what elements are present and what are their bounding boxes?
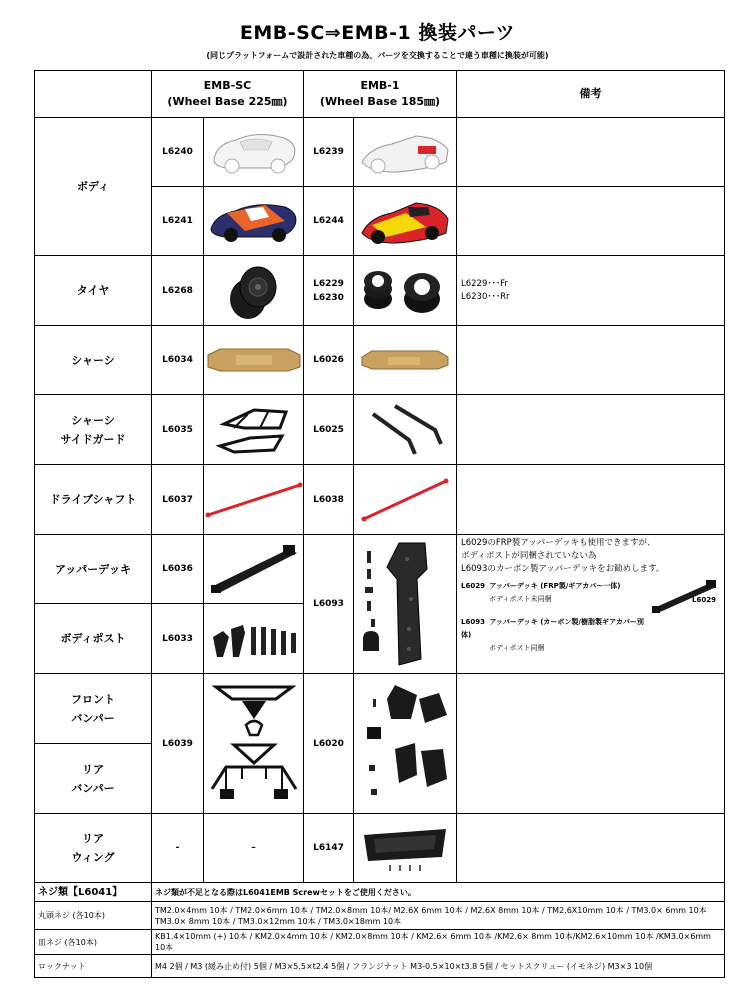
header-emb-sc-wheelbase: (Wheel Base 225㎜) xyxy=(167,95,288,108)
image-drive-shaft-sc xyxy=(204,465,304,535)
screw-round-values xyxy=(152,902,725,930)
code-L6036: L6036 xyxy=(152,535,204,604)
screw-flat-label: 皿ネジ (各10本) xyxy=(35,930,152,955)
image-body-post-sc xyxy=(204,604,304,674)
header-emb-1-title: EMB-1 xyxy=(360,79,400,92)
category-upper-deck: アッパーデッキ xyxy=(35,535,152,604)
category-rear-wing xyxy=(35,814,152,883)
category-rear-wing-line1: リア xyxy=(82,832,104,845)
screw-flat-values: KB1.4×10mm (+) 10本 / KM2.0×4mm 10本 / KM2.0×8mm 10本 / KM2.6× 6mm 10本 /KM2.6× 8mm 10本/KM2.6×10mm 10本 /KM3.0×6mm 10本 xyxy=(152,930,725,955)
code-L6239: L6239 xyxy=(304,118,354,187)
category-front-bumper-line2: バンパー xyxy=(71,711,115,725)
category-rear-bumper-line1: リア xyxy=(82,762,104,776)
image-drive-shaft-e1 xyxy=(354,465,457,535)
remarks-tire xyxy=(457,256,725,326)
code-rear-wing-sc: - xyxy=(152,814,204,883)
remarks-drive-shaft xyxy=(457,465,725,535)
code-L6268: L6268 xyxy=(152,256,204,326)
remarks-body-1 xyxy=(457,118,725,187)
code-L6020: L6020 xyxy=(304,674,354,814)
image-bumper-sc xyxy=(204,674,304,814)
category-tire: タイヤ xyxy=(35,256,152,326)
code-L6035: L6035 xyxy=(152,395,204,465)
image-side-guard-e1 xyxy=(354,395,457,465)
screw-table xyxy=(34,882,725,978)
category-side-guard-line2: サイドガード xyxy=(60,432,126,446)
category-side-guard-line1: シャーシ xyxy=(71,413,115,427)
image-tire-sc xyxy=(204,256,304,326)
image-rear-wing-e1 xyxy=(354,814,457,883)
parts-table xyxy=(34,70,725,883)
remarks-upper-deck-line3: L6093のカーボン製アッパーデッキをお勧めします。 xyxy=(461,564,665,574)
remarks-tire-rr: L6230･･･Rr xyxy=(461,291,510,302)
screw-header-label: ネジ類【L6041】 xyxy=(35,883,152,902)
category-front-bumper xyxy=(35,674,152,744)
header-emb-1 xyxy=(304,71,457,118)
screw-nut-values: M4 2個 / M3 (緩み止め付) 5個 / M3×5.5×t2.4 5個 / フランジナット M3-0.5×10×t3.8 5個 / セットスクリュー (イモネジ) M3×3 10個 xyxy=(152,955,725,978)
header-emb-sc-title: EMB-SC xyxy=(203,79,252,92)
remarks-upper-deck-line2: ボディポストが同梱されていない為 xyxy=(461,551,597,561)
remarks-side-guard xyxy=(457,395,725,465)
category-rear-bumper xyxy=(35,744,152,814)
remarks-chassis xyxy=(457,326,725,395)
code-L6229: L6229 xyxy=(313,278,344,289)
code-L6034: L6034 xyxy=(152,326,204,395)
page-subtitle: (同じプラットフォームで設計された車種の為、パーツを交換することで違う車種に換装が可能) xyxy=(206,51,549,60)
remarks-l6029-desc: アッパーデッキ (FRP製/ギアカバー一体) xyxy=(489,582,621,590)
remarks-upper-deck xyxy=(457,535,725,674)
remarks-l6029-sub: ボディポスト未同梱 xyxy=(489,595,552,603)
code-L6147: L6147 xyxy=(304,814,354,883)
category-front-bumper-line1: フロント xyxy=(71,692,115,706)
code-L6241: L6241 xyxy=(152,187,204,256)
remarks-l6093-sub: ボディポスト同梱 xyxy=(489,644,545,652)
image-body-painted-e1 xyxy=(354,187,457,256)
category-side-guard xyxy=(35,395,152,465)
remarks-rear-wing xyxy=(457,814,725,883)
header-remarks: 備考 xyxy=(457,71,725,118)
image-l6029-label: L6029 xyxy=(692,596,716,604)
screw-header-note: ネジ類が不足となる際はL6041EMB Screwセットをご使用ください。 xyxy=(152,883,725,902)
image-body-painted-sc xyxy=(204,187,304,256)
code-tire-e1 xyxy=(304,256,354,326)
remarks-upper-deck-line1: L6029のFRP製アッパーデッキも使用できますが、 xyxy=(461,538,656,548)
image-chassis-sc xyxy=(204,326,304,395)
image-upper-deck-sc xyxy=(204,535,304,604)
image-bumper-e1 xyxy=(354,674,457,814)
header-emb-1-wheelbase: (Wheel Base 185㎜) xyxy=(319,95,441,108)
image-body-clear-e1 xyxy=(354,118,457,187)
header-blank xyxy=(35,71,152,118)
category-rear-wing-line2: ウィング xyxy=(71,851,115,864)
code-L6026: L6026 xyxy=(304,326,354,395)
remarks-l6093-code: L6093 xyxy=(461,618,485,626)
image-body-clear-sc xyxy=(204,118,304,187)
remarks-tire-fr: L6229･･･Fr xyxy=(461,278,508,289)
category-chassis: シャーシ xyxy=(35,326,152,395)
code-L6037: L6037 xyxy=(152,465,204,535)
code-L6033: L6033 xyxy=(152,604,204,674)
image-rear-wing-sc-none: – xyxy=(204,814,304,883)
code-L6244: L6244 xyxy=(304,187,354,256)
image-tire-e1 xyxy=(354,256,457,326)
screw-nut-label: ロックナット xyxy=(35,955,152,978)
screw-round-label: 丸頭ネジ (各10本) xyxy=(35,902,152,930)
code-L6025: L6025 xyxy=(304,395,354,465)
category-drive-shaft: ドライブシャフト xyxy=(35,465,152,535)
remarks-bumper xyxy=(457,674,725,814)
code-L6039: L6039 xyxy=(152,674,204,814)
code-L6038: L6038 xyxy=(304,465,354,535)
category-body: ボディ xyxy=(35,118,152,256)
screw-round-line2: TM3.0× 8mm 10本 / TM3.0×12mm 10本 / TM3.0×18mm 10本 xyxy=(155,916,402,926)
screw-round-line1: TM2.0×4mm 10本 / TM2.0×6mm 10本 / TM2.0×8mm 10本/ M2.6X 6mm 10本 / M2.6X 8mm 10本 / TM2.6X10mm 10本 / TM3.0× 6mm 10本 xyxy=(155,905,707,915)
page-title: EMB-SC⇒EMB-1 換装パーツ xyxy=(239,22,516,44)
image-chassis-e1 xyxy=(354,326,457,395)
header-emb-sc xyxy=(152,71,304,118)
image-side-guard-sc xyxy=(204,395,304,465)
image-upper-deck-e1 xyxy=(354,535,457,674)
remarks-l6093-desc: アッパーデッキ (カーボン製/樹脂製ギアカバー別体) xyxy=(461,618,644,639)
remarks-body-2 xyxy=(457,187,725,256)
code-L6240: L6240 xyxy=(152,118,204,187)
remarks-l6029-code: L6029 xyxy=(461,582,485,590)
category-rear-bumper-line2: バンパー xyxy=(71,781,115,795)
code-L6230: L6230 xyxy=(313,292,344,303)
category-body-post: ボディポスト xyxy=(35,604,152,674)
image-l6029-deck xyxy=(650,578,720,618)
code-L6093: L6093 xyxy=(304,535,354,674)
